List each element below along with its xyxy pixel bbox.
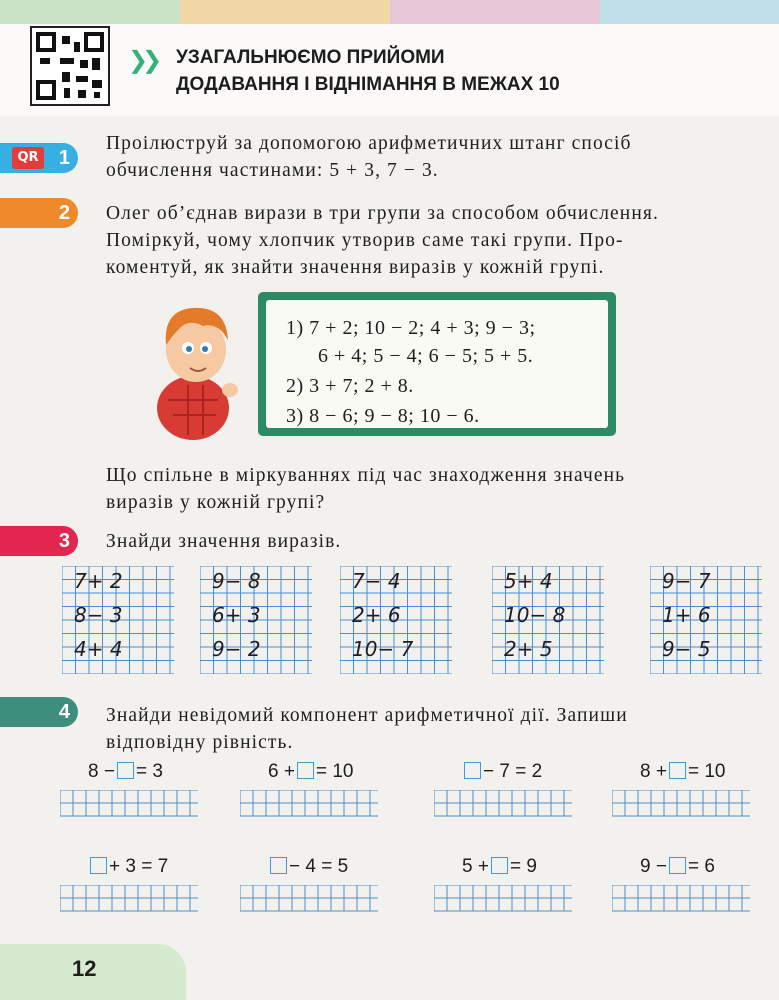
equation-right: = 10 — [687, 761, 726, 782]
equation-right: = 6 — [687, 856, 715, 877]
equation-row1-2 — [268, 760, 353, 784]
equation-row2-3 — [462, 855, 537, 879]
unknown-box[interactable] — [297, 762, 314, 779]
handwritten-expression: 2+ 6 — [352, 603, 401, 627]
handwritten-expression: 1+ 6 — [662, 603, 711, 627]
handwritten-expression: 6+ 3 — [212, 603, 261, 627]
handwritten-expression: 9− 8 — [212, 569, 261, 593]
task-2-tab — [0, 198, 78, 228]
double-chevron-icon: ❯❯ — [128, 46, 157, 74]
task-1-line-2: обчислення частинами: 5 + 3, 7 − 3. — [106, 160, 439, 181]
equation-left: 6 + — [268, 761, 295, 782]
handwritten-expression: 9− 7 — [662, 569, 711, 593]
handwritten-expression: 9− 2 — [212, 637, 261, 661]
task-2-question-line-1: Що спільне в міркуваннях під час знаходження значень — [106, 465, 626, 486]
equation-answer-grid[interactable] — [612, 885, 750, 915]
task-2-line-2: Поміркуй, чому хлопчик утворив саме такі групи. Про- — [106, 230, 624, 251]
board-group-1: 1) 7 + 2; 10 − 2; 4 + 3; 9 − 3; — [286, 317, 536, 339]
chalkboard — [258, 292, 616, 436]
unknown-box[interactable] — [270, 857, 287, 874]
equation-left: 8 − — [88, 761, 115, 782]
equation-row2-2 — [268, 855, 348, 879]
board-group-3: 3) 8 − 6; 9 − 8; 10 − 6. — [286, 405, 480, 427]
expression-grid-4[interactable] — [492, 566, 606, 676]
equation-row2-1 — [88, 855, 168, 879]
task-2-line-3: коментуй, як знайти значення виразів у кожній групі. — [106, 257, 605, 278]
equation-right: = 9 — [509, 856, 537, 877]
task-1-tab — [0, 143, 78, 173]
equation-left: 9 − — [640, 856, 667, 877]
equation-answer-grid[interactable] — [612, 790, 750, 820]
task-2-question — [106, 462, 625, 516]
task-2-line-1: Олег об’єднав вирази в три групи за способом обчислення. — [106, 203, 659, 224]
task-4-text — [106, 702, 628, 756]
board-group-1-cont: 6 + 4; 5 − 4; 6 − 5; 5 + 5. — [318, 345, 534, 367]
expression-grid-1[interactable] — [62, 566, 176, 676]
unknown-box[interactable] — [117, 762, 134, 779]
title-line-2: ДОДАВАННЯ І ВІДНІМАННЯ В МЕЖАХ 10 — [176, 74, 560, 95]
qr-code-icon[interactable] — [30, 26, 110, 106]
interactive-icon[interactable]: QR — [12, 147, 44, 169]
equation-row1-1 — [88, 760, 163, 784]
unknown-box[interactable] — [90, 857, 107, 874]
task-4-tab — [0, 697, 78, 727]
task-2-text — [106, 200, 659, 281]
equation-row1-3 — [462, 760, 542, 784]
handwritten-expression: 10− 7 — [352, 637, 414, 661]
handwritten-expression: 9− 5 — [662, 637, 711, 661]
handwritten-expression: 4+ 4 — [74, 637, 123, 661]
equation-right: = 10 — [315, 761, 354, 782]
equation-right: + 3 = 7 — [109, 856, 169, 877]
chalkboard-surface — [266, 300, 608, 428]
equation-answer-grid[interactable] — [240, 885, 378, 915]
equation-answer-grid[interactable] — [434, 885, 572, 915]
handwritten-expression: 7− 4 — [352, 569, 401, 593]
task-2-number: 2 — [58, 202, 70, 224]
task-4-number: 4 — [58, 701, 70, 723]
top-color-stripes — [0, 0, 779, 24]
page-number: 12 — [72, 956, 97, 981]
equation-row2-4 — [640, 855, 715, 879]
handwritten-expression: 8− 3 — [74, 603, 123, 627]
expression-grid-2[interactable] — [200, 566, 314, 676]
task-4-line-2: відповідну рівність. — [106, 732, 294, 753]
task-1-text — [106, 130, 632, 184]
board-group-2: 2) 3 + 7; 2 + 8. — [286, 375, 414, 397]
handwritten-expression: 10− 8 — [504, 603, 566, 627]
task-3-tab — [0, 526, 78, 556]
equation-answer-grid[interactable] — [240, 790, 378, 820]
boy-illustration — [148, 290, 248, 440]
equation-answer-grid[interactable] — [60, 790, 198, 820]
unknown-box[interactable] — [669, 762, 686, 779]
handwritten-expression: 5+ 4 — [504, 569, 553, 593]
equation-left: 5 + — [462, 856, 489, 877]
page-title — [176, 44, 560, 98]
unknown-box[interactable] — [669, 857, 686, 874]
handwritten-expression: 7+ 2 — [74, 569, 123, 593]
task-1-number: 1 — [58, 147, 70, 169]
equation-answer-grid[interactable] — [434, 790, 572, 820]
expression-grid-3[interactable] — [340, 566, 454, 676]
expression-grid-5[interactable] — [650, 566, 764, 676]
title-line-1: УЗАГАЛЬНЮЄМО ПРИЙОМИ — [176, 47, 445, 68]
task-3-number: 3 — [58, 530, 70, 552]
equation-row1-4 — [640, 760, 725, 784]
equation-answer-grid[interactable] — [60, 885, 198, 915]
task-2-question-line-2: виразів у кожній групі? — [106, 492, 326, 513]
task-4-line-1: Знайди невідомий компонент арифметичної дії. Запиши — [106, 705, 628, 726]
unknown-box[interactable] — [464, 762, 481, 779]
equation-left: 8 + — [640, 761, 667, 782]
unknown-box[interactable] — [491, 857, 508, 874]
task-3-text: Знайди значення виразів. — [106, 531, 342, 552]
equation-right: − 4 = 5 — [289, 856, 349, 877]
handwritten-expression: 2+ 5 — [504, 637, 553, 661]
equation-right: = 3 — [135, 761, 163, 782]
equation-right: − 7 = 2 — [483, 761, 543, 782]
task-1-line-1: Проілюструй за допомогою арифметичних штанг спосіб — [106, 133, 632, 154]
page-number-tab — [0, 944, 186, 1000]
